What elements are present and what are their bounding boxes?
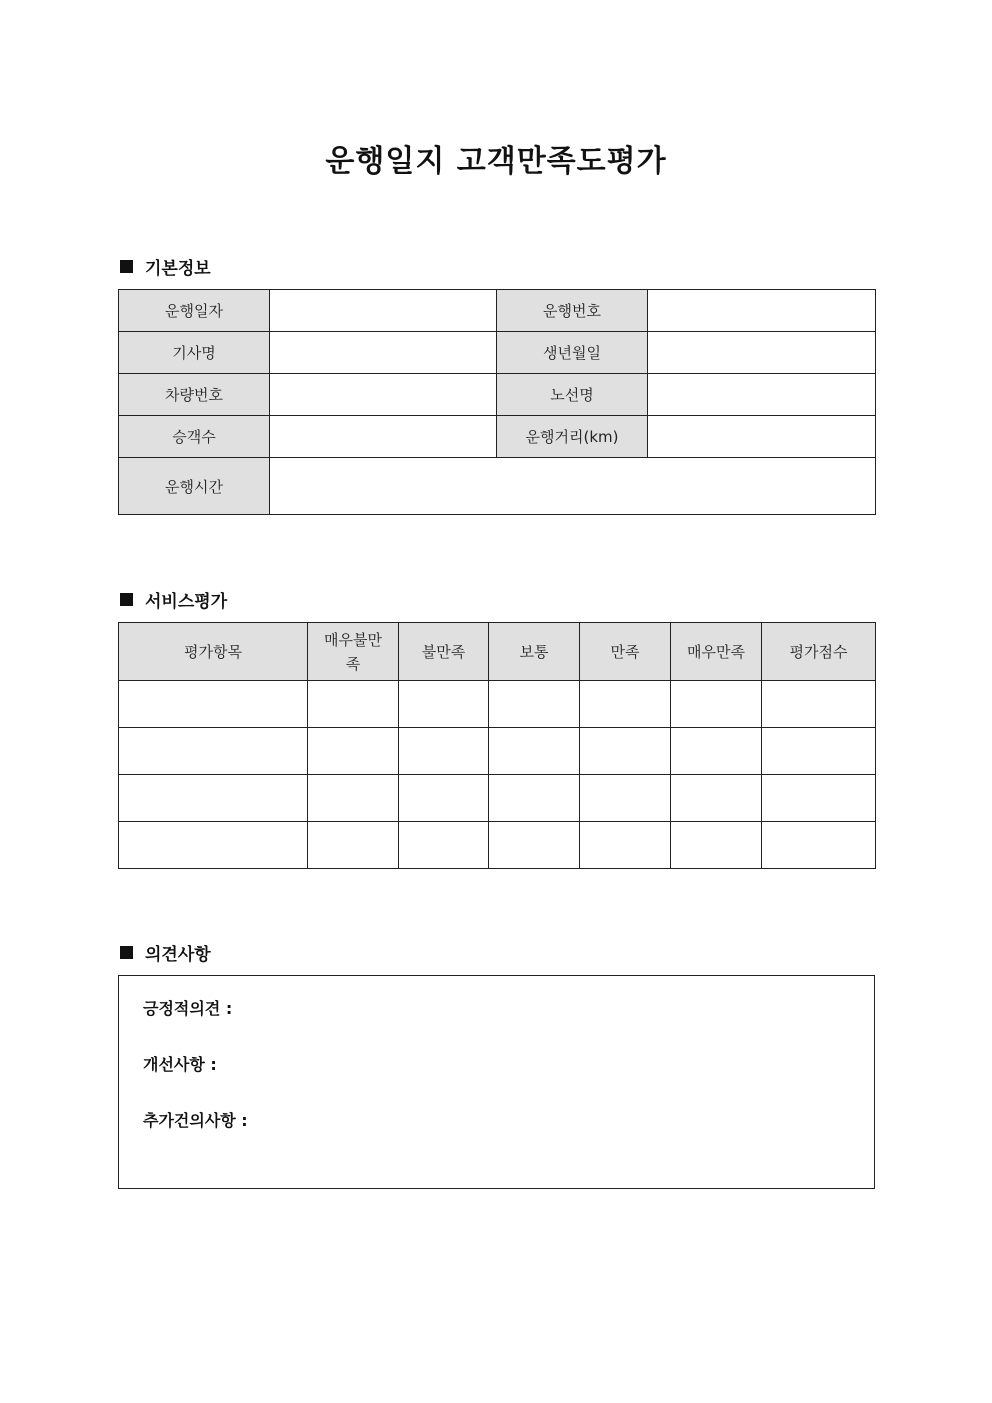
label-birth-date: 생년월일 xyxy=(497,332,648,374)
table-cell[interactable] xyxy=(671,822,762,869)
table-row xyxy=(119,728,876,775)
label-operation-date: 운행일자 xyxy=(119,290,270,332)
input-route-name[interactable] xyxy=(648,374,876,416)
table-row xyxy=(119,374,876,416)
page-title: 운행일지 고객만족도평가 xyxy=(325,144,667,179)
table-row xyxy=(119,775,876,822)
table-cell[interactable] xyxy=(762,728,876,775)
section-heading-label: 서비스평가 xyxy=(145,592,228,612)
table-row xyxy=(119,681,876,728)
opinion-box[interactable] xyxy=(118,975,875,1189)
table-cell[interactable] xyxy=(399,728,489,775)
column-header: 매우만족 xyxy=(671,623,762,681)
input-operation-time[interactable] xyxy=(270,458,876,515)
table-cell[interactable] xyxy=(580,775,671,822)
table-cell[interactable] xyxy=(580,681,671,728)
square-bullet-icon xyxy=(120,260,133,273)
table-cell[interactable] xyxy=(119,728,308,775)
section-heading-label: 기본정보 xyxy=(145,259,211,279)
table-cell[interactable] xyxy=(489,775,580,822)
table-header-row xyxy=(119,623,876,681)
input-driver-name[interactable] xyxy=(270,332,497,374)
table-cell[interactable] xyxy=(399,775,489,822)
positive-opinion-label: 긍정적의견 : xyxy=(143,999,233,1018)
label-distance: 운행거리(km) xyxy=(497,416,648,458)
column-header: 매우불만족 xyxy=(308,623,399,681)
table-cell[interactable] xyxy=(489,822,580,869)
label-passenger-count: 승객수 xyxy=(119,416,270,458)
table-cell[interactable] xyxy=(489,728,580,775)
table-cell[interactable] xyxy=(399,822,489,869)
label-route-name: 노선명 xyxy=(497,374,648,416)
label-vehicle-number: 차량번호 xyxy=(119,374,270,416)
column-header: 평가점수 xyxy=(762,623,876,681)
input-vehicle-number[interactable] xyxy=(270,374,497,416)
section-heading-opinion xyxy=(120,940,211,965)
label-operation-number: 운행번호 xyxy=(497,290,648,332)
section-heading-service xyxy=(120,587,227,612)
table-cell[interactable] xyxy=(119,822,308,869)
column-header: 평가항목 xyxy=(119,623,308,681)
table-cell[interactable] xyxy=(308,822,399,869)
column-header: 보통 xyxy=(489,623,580,681)
section-heading-basic-info xyxy=(120,254,211,279)
table-cell[interactable] xyxy=(671,775,762,822)
improvement-label: 개선사항 : xyxy=(143,1055,217,1074)
input-birth-date[interactable] xyxy=(648,332,876,374)
table-cell[interactable] xyxy=(119,775,308,822)
table-cell[interactable] xyxy=(119,681,308,728)
input-operation-date[interactable] xyxy=(270,290,497,332)
table-cell[interactable] xyxy=(308,728,399,775)
column-header: 불만족 xyxy=(399,623,489,681)
table-cell[interactable] xyxy=(671,728,762,775)
table-cell[interactable] xyxy=(399,681,489,728)
table-row xyxy=(119,822,876,869)
table-row xyxy=(119,290,876,332)
table-cell[interactable] xyxy=(762,681,876,728)
table-row xyxy=(119,458,876,515)
additional-suggestion-label: 추가건의사항 : xyxy=(143,1111,248,1130)
table-cell[interactable] xyxy=(762,775,876,822)
table-cell[interactable] xyxy=(308,681,399,728)
service-evaluation-table xyxy=(118,622,876,869)
column-header: 만족 xyxy=(580,623,671,681)
table-cell[interactable] xyxy=(489,681,580,728)
input-distance[interactable] xyxy=(648,416,876,458)
table-cell[interactable] xyxy=(580,728,671,775)
table-cell[interactable] xyxy=(580,822,671,869)
label-driver-name: 기사명 xyxy=(119,332,270,374)
label-operation-time: 운행시간 xyxy=(119,458,270,515)
input-operation-number[interactable] xyxy=(648,290,876,332)
basic-info-table xyxy=(118,289,876,515)
table-cell[interactable] xyxy=(671,681,762,728)
table-row xyxy=(119,332,876,374)
table-cell[interactable] xyxy=(762,822,876,869)
section-heading-label: 의견사항 xyxy=(145,945,211,965)
input-passenger-count[interactable] xyxy=(270,416,497,458)
square-bullet-icon xyxy=(120,593,133,606)
table-cell[interactable] xyxy=(308,775,399,822)
square-bullet-icon xyxy=(120,946,133,959)
table-row xyxy=(119,416,876,458)
